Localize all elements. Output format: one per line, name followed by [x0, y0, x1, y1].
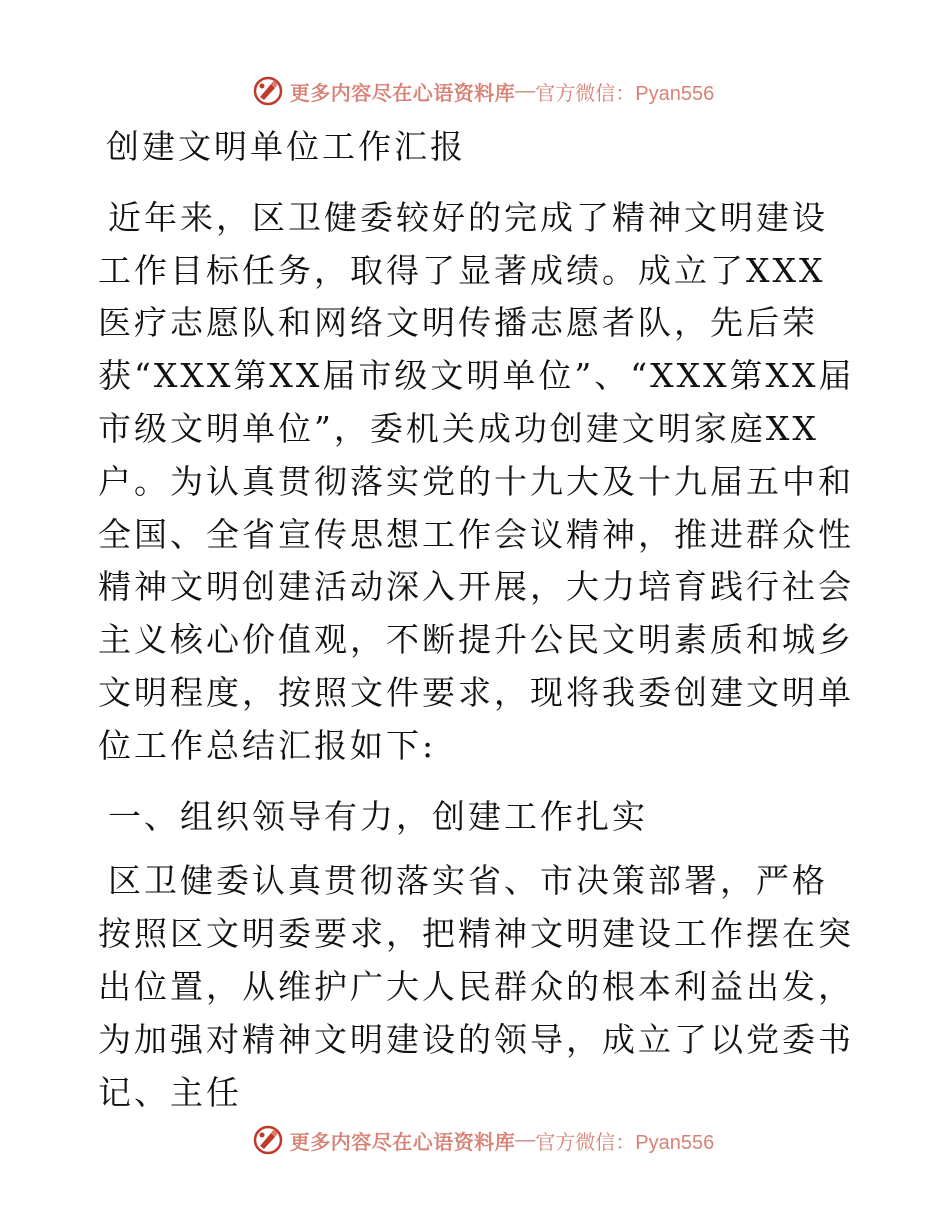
- watermark-banner-top: [0, 71, 950, 111]
- document-title: 创建文明单位工作汇报: [106, 127, 466, 166]
- section-heading-1: 一、组织领导有力，创建工作扎实: [108, 796, 648, 836]
- watermark-banner-bottom: [0, 1120, 950, 1160]
- watermark-content: [252, 1124, 714, 1156]
- watermark-contact-text: 官方微信：Pyan556: [535, 82, 715, 105]
- watermark-contact-text: 官方微信：Pyan556: [535, 1131, 715, 1154]
- watermark-separator: —: [515, 1128, 536, 1151]
- logo-icon: [252, 1124, 284, 1156]
- logo-icon: [252, 75, 284, 107]
- watermark-separator: —: [515, 79, 536, 102]
- document-body: [98, 121, 858, 1119]
- watermark-site-text: 更多内容尽在心语资料库: [289, 80, 516, 105]
- watermark-content: [252, 75, 714, 107]
- watermark-site-text: 更多内容尽在心语资料库: [289, 1129, 516, 1154]
- paragraph-intro: 近年来，区卫健委较好的完成了精神文明建设工作目标任务，取得了显著成绩。成立了XXX医疗志愿队和网络文明传播志愿者队，先后荣获“XXX第XX届市级文明单位”、“XXX第XX届市级文明单位”，委机关成功创建文明家庭XX户。为认真贯彻落实党的十九大及十九届五中和全国、全省宣传思想工作会议精神，推进群众性精神文明创建活动深入开展，大力培育践行社会主义核心价值观，不断提升公民文明素质和城乡文明程度，按照文件要求，现将我委创建文明单位工作总结汇报如下:: [98, 197, 855, 765]
- paragraph-section-1: 区卫健委认真贯彻落实省、市决策部署，严格按照区文明委要求，把精神文明建设工作摆在突出位置，从维护广大人民群众的根本利益出发，为加强对精神文明建设的领导，成立了以党委书记、主任: [98, 861, 854, 1112]
